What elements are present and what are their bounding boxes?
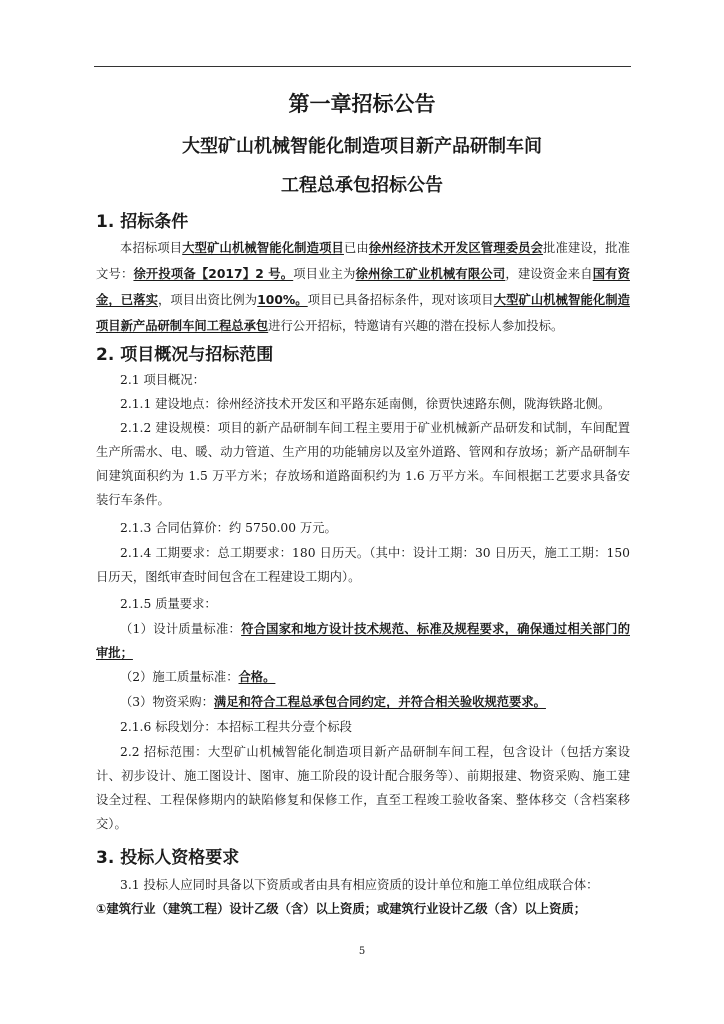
s2-1: 2.1 项目概况： <box>120 373 205 387</box>
quality-procurement: （3）物资采购：满足和符合工程总承包合同约定，并符合相关验收规范要求。 <box>120 695 546 709</box>
quality-design: （1）设计质量标准：符合国家和地方设计技术规范、标准及规程要求，确保通过相关部门的审批； <box>96 622 630 660</box>
s2-1-5: 2.1.5 质量要求： <box>120 597 217 611</box>
quality-construction: （2）施工质量标准：合格。 <box>120 670 276 684</box>
s2-1-4: 2.1.4 工期要求：总工期要求：180 日历天。（其中：设计工期：30 日历天，施工工期：150 日历天，图纸审查时间包含在工程建设工期内）。 <box>96 546 630 584</box>
s2-1-2: 2.1.2 建设规模：项目的新产品研制车间工程主要用于矿业机械新产品研发和试制，车间配置生产所需水、电、暖、动力管道、生产用的功能辅房以及室外道路、管网和存放场；新产品研制车间建筑面积约为 1.5 万平方米；存放场和道路面积约为 1.6 万平方米。车间根据工艺要求具备安装行车条件。 <box>96 421 630 507</box>
section2-heading: 2. 项目概况与招标范围 <box>96 345 274 365</box>
project-title-line2: 工程总承包招标公告 <box>281 175 443 196</box>
header-rule <box>94 66 631 67</box>
project-title-line1: 大型矿山机械智能化制造项目新产品研制车间 <box>182 136 542 157</box>
s2-1-1: 2.1.1 建设地点：徐州经济技术开发区和平路东延南侧，徐贾快速路东侧，陇海铁路北侧。 <box>120 397 611 411</box>
chapter-title: 第一章招标公告 <box>288 92 436 116</box>
s2-2: 2.2 招标范围：大型矿山机械智能化制造项目新产品研制车间工程，包含设计（包括方案设计、初步设计、施工图设计、图审、施工阶段的设计配合服务等）、前期报建、物资采购、施工建设全过程、工程保修期内的缺陷修复和保修工作，直至工程竣工验收备案、整体移交（含档案移交）。 <box>96 745 630 831</box>
section1-heading: 1. 招标条件 <box>96 212 189 232</box>
s2-1-3: 2.1.3 合同估算价：约 5750.00 万元。 <box>120 521 337 535</box>
approver: 徐州经济技术开发区管理委员会 <box>368 241 544 255</box>
s3-1: 3.1 投标人应同时具备以下资质或者由具有相应资质的设计单位和施工单位组成联合体： <box>120 878 599 892</box>
section1-paragraph: 本招标项目大型矿山机械智能化制造项目已由徐州经济技术开发区管理委员会批准建设，批准文号：徐开投项备【2017】2 号。项目业主为徐州徐工矿业机械有限公司，建设资金来自国有资金，已落实，项目出资比例为100%。项目已具备招标条件，现对该项目大型矿山机械智能化制造项目新产品研制车间工程总承包进行公开招标，特邀请有兴趣的潜在投标人参加投标。 <box>96 241 630 333</box>
approval-number: 徐开投项备【2017】2 号。 <box>133 267 294 281</box>
s3-item1: ①建筑行业（建筑工程）设计乙级（含）以上资质；或建筑行业设计乙级（含）以上资质； <box>96 902 586 916</box>
bid-name: 大型矿山机械智能化制造项目新产品研制车间工程总承包 <box>96 293 630 333</box>
page-number: 5 <box>358 946 366 957</box>
funding: 国有资金，已落实 <box>96 267 630 307</box>
funding-ratio: 100%。 <box>257 293 308 307</box>
s2-1-6: 2.1.6 标段划分：本招标工程共分壹个标段 <box>120 720 352 734</box>
section3-heading: 3. 投标人资格要求 <box>96 848 240 868</box>
owner: 徐州徐工矿业机械有限公司 <box>355 267 506 281</box>
project-name: 大型矿山机械智能化制造项目 <box>182 241 344 255</box>
